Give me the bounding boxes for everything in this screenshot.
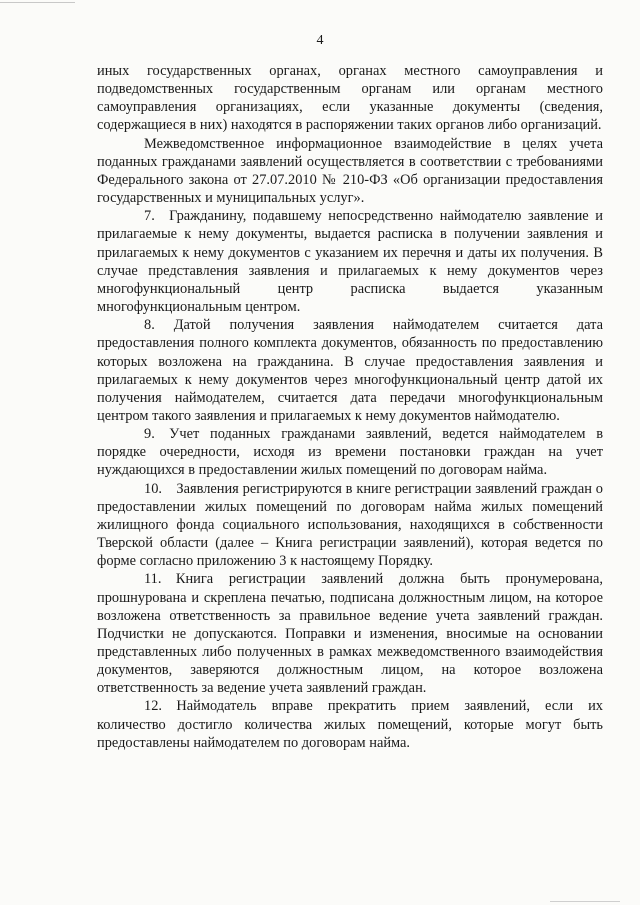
- scan-edge-top: [0, 2, 75, 3]
- paragraph-9: 9. Учет поданных гражданами заявлений, ведется наймодателем в порядке очередности, исходя из времени постановки граждан на учет нуждающихся в предоставлении жилых помещений по договорам найма.: [97, 426, 603, 479]
- paragraph-interagency: Межведомственное информационное взаимодействие в целях учета поданных гражданами заявлений осуществляется в соответствии с требованиями Федерального закона от 27.07.2010 № 210-ФЗ «Об организации предоставления государственных и муниципальных услуг».: [97, 135, 603, 207]
- page-number: 4: [316, 33, 324, 48]
- paragraph-12: 12. Наймодатель вправе прекратить прием заявлений, если их количество достигло количества жилых помещений, которые могут быть предоставлены наймодателем по договорам найма.: [97, 698, 603, 751]
- paragraph-7: 7. Гражданину, подавшему непосредственно наймодателю заявление и прилагаемые к нему документы, выдается расписка в получении заявления и прилагаемых к нему документов с указанием их перечня и даты их получения. В случае представления заявления и прилагаемых к нему документов через многофункциональный центр расписка выдается указанным многофункциональным центром.: [97, 208, 603, 316]
- paragraph-11: 11. Книга регистрации заявлений должна быть пронумерована, прошнурована и скреплена печатью, подписана должностным лицом, на которое возложена ответственность за правильное ведение учета заявлений граждан. Подчистки не допускаются. Поправки и изменения, вносимые на основании представленных либо полученных в рамках межведомственного взаимодействия документов, заверяются должностным лицом, на которое возложена ответственность за ведение учета заявлений граждан.: [97, 571, 603, 697]
- paragraph-8: 8. Датой получения заявления наймодателем считается дата предоставления полного комплекта документов, обязанность по предоставлению которых возложена на гражданина. В случае предоставления заявления и прилагаемых к нему документов через многофункциональный центр датой их получения наймодателем, считается дата передачи многофункциональным центром такого заявления и прилагаемых к нему документов наймодателю.: [97, 317, 603, 424]
- paragraph-continuation: иных государственных органах, органах местного самоуправления и подведомственных государственным органам или органам местного самоуправления организациях, если указанные документы (сведения, содержащиеся в них) находятся в распоряжении таких органов либо организаций.: [97, 63, 603, 134]
- paragraph-10: 10. Заявления регистрируются в книге регистрации заявлений граждан о предоставлении жилых помещений по договорам найма жилых помещений жилищного фонда социального использования, находящихся в собственности Тверской области (далее – Книга регистрации заявлений), которая ведется по форме согласно приложению 3 к настоящему Порядку.: [97, 480, 603, 570]
- scan-edge-bottom: [550, 901, 620, 902]
- document-body: [97, 62, 603, 752]
